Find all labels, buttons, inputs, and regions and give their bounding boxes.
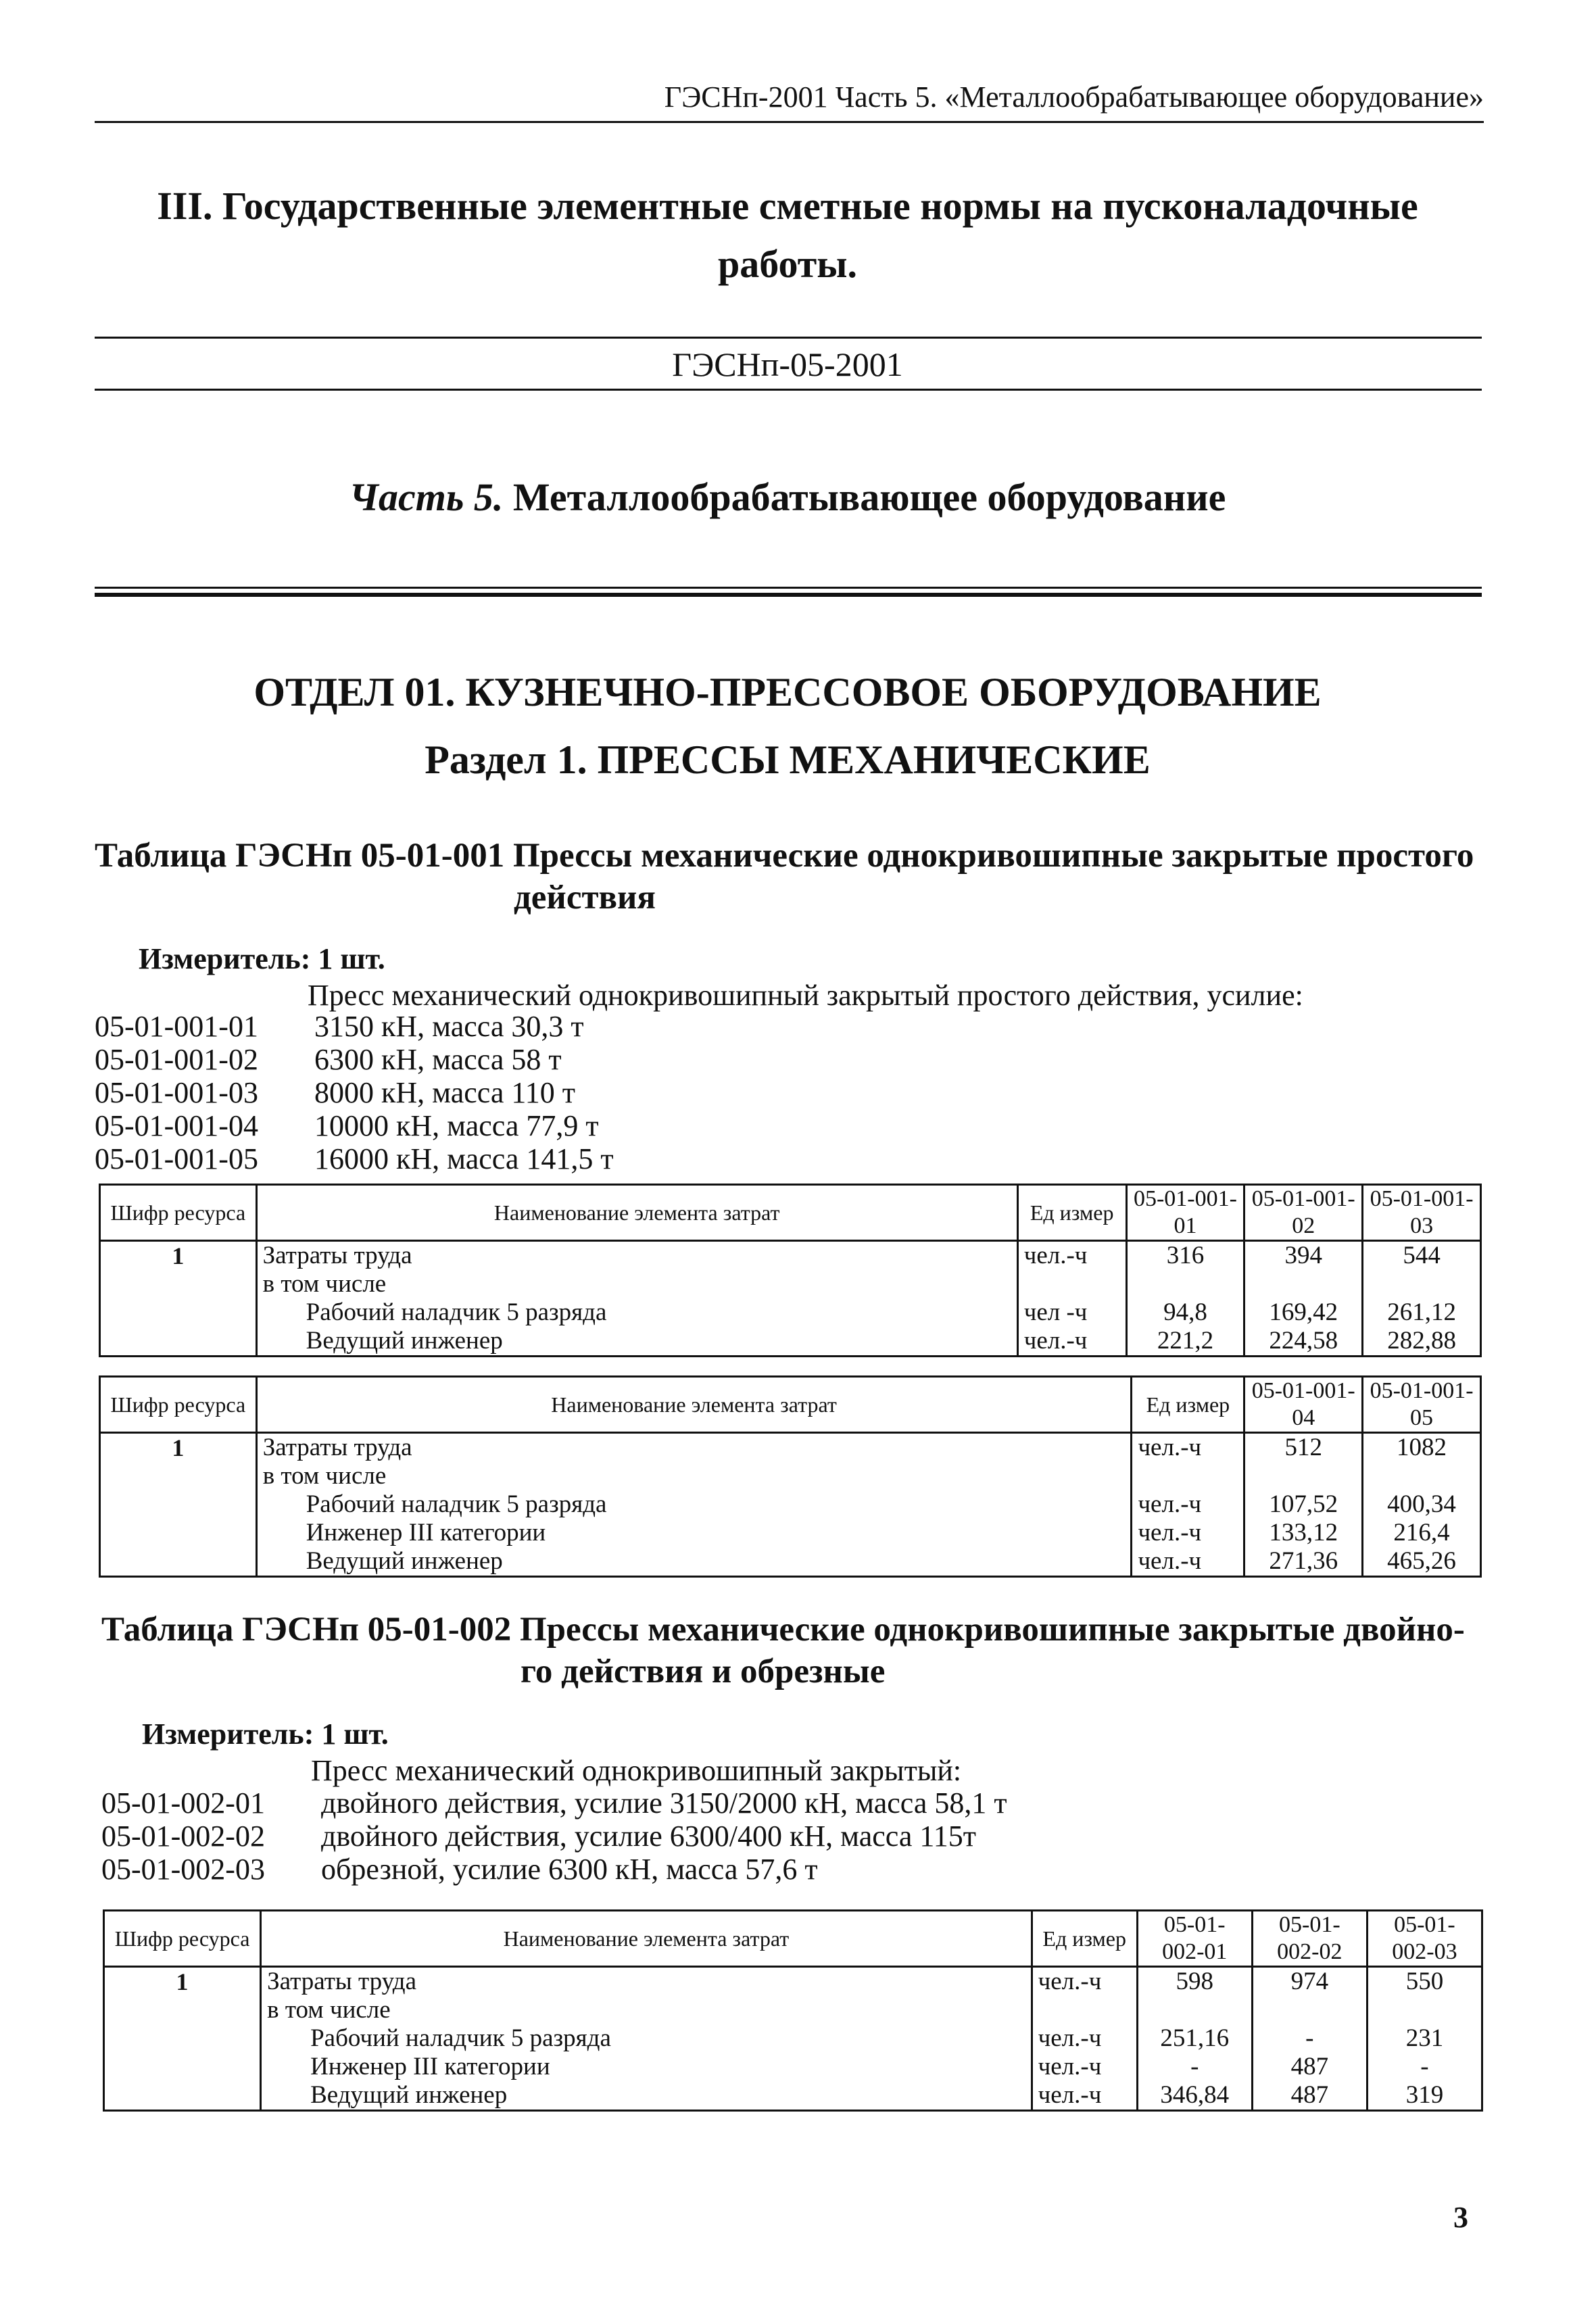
variant-code: 05-01-001-03 xyxy=(95,1076,258,1109)
value: 346,84 xyxy=(1160,2081,1230,2109)
variant-row xyxy=(101,1786,1007,1820)
value: 487 xyxy=(1290,2081,1329,2109)
value xyxy=(1374,1996,1476,2024)
variant-text: обрезной, усилие 6300 кН, масса 57,6 т xyxy=(321,1853,818,1886)
cost-element-names xyxy=(261,1967,1032,2111)
cost-unit xyxy=(1024,1270,1120,1298)
table-body-row xyxy=(100,1433,1481,1577)
value: 487 xyxy=(1290,2053,1329,2080)
table-body-row xyxy=(104,1967,1482,2111)
part-title-prefix: Часть 5. xyxy=(349,475,504,519)
value xyxy=(1251,1270,1356,1298)
variant-text: двойного действия, усилие 3150/2000 кН, масса 58,1 т xyxy=(321,1786,1007,1820)
table1-part-a xyxy=(99,1184,1482,1357)
table1-measure-value: 1 шт. xyxy=(318,942,385,975)
header-col: 05-01-001-03 xyxy=(1363,1185,1481,1241)
cost-unit: чел.-ч xyxy=(1138,1519,1202,1546)
resource-code: 1 xyxy=(104,1967,261,2111)
value: - xyxy=(1190,2053,1199,2080)
value: 394 xyxy=(1284,1242,1322,1269)
header-code: Шифр ресурса xyxy=(104,1911,261,1967)
variant-code: 05-01-001-01 xyxy=(95,1010,258,1043)
values-col xyxy=(1367,1967,1482,2111)
cost-unit: чел.-ч xyxy=(1038,2024,1102,2052)
cost-unit: чел.-ч xyxy=(1138,1490,1202,1518)
variant-text: 16000 кН, масса 141,5 т xyxy=(314,1142,614,1175)
cost-name: Ведущий инженер xyxy=(306,1547,503,1575)
table1-title xyxy=(95,835,1487,919)
table2-measure-value: 1 шт. xyxy=(321,1717,389,1751)
variant-code: 05-01-001-02 xyxy=(95,1043,258,1076)
cost-element-names xyxy=(256,1241,1017,1357)
table2-description: Пресс механический однокривошипный закрытый: xyxy=(311,1754,962,1787)
cost-name: Рабочий наладчик 5 разряда xyxy=(306,1490,607,1518)
value: 271,36 xyxy=(1269,1547,1338,1575)
cost-unit: чел.-ч xyxy=(1138,1547,1202,1575)
cost-name: Затраты труда xyxy=(262,1242,412,1269)
values-col xyxy=(1244,1241,1363,1357)
cost-name: в том числе xyxy=(262,1270,387,1298)
cost-name: Рабочий наладчик 5 разряда xyxy=(306,1298,607,1326)
cost-unit: чел.-ч xyxy=(1023,1327,1088,1355)
table1-part-b xyxy=(99,1375,1482,1578)
variant-row xyxy=(95,1109,614,1142)
value xyxy=(1251,1462,1356,1490)
variant-row xyxy=(95,1076,614,1109)
values-col xyxy=(1126,1241,1244,1357)
table1-description: Пресс механический однокривошипный закрытый простого действия, усилие: xyxy=(308,979,1303,1012)
cost-unit: чел.-ч xyxy=(1038,1968,1102,1995)
table1-variant-list xyxy=(95,1010,614,1175)
value: 400,34 xyxy=(1387,1490,1456,1518)
table-body-row xyxy=(100,1241,1481,1357)
rule-top xyxy=(95,337,1482,339)
variant-text: 3150 кН, масса 30,3 т xyxy=(314,1010,584,1043)
variant-row xyxy=(101,1820,1007,1853)
cost-name: Ведущий инженер xyxy=(310,2081,508,2109)
value: 221,2 xyxy=(1157,1327,1214,1355)
cost-units xyxy=(1017,1241,1126,1357)
header-name: Наименование элемента затрат xyxy=(256,1185,1017,1241)
cost-name: Ведущий инженер xyxy=(306,1327,503,1355)
table1-measure-label: Измеритель: xyxy=(139,942,311,975)
cost-name: Инженер III категории xyxy=(310,2053,550,2080)
cost-unit: чел -ч xyxy=(1023,1298,1088,1326)
header-col: 05-01-001-01 xyxy=(1126,1185,1244,1241)
header-col: 05-01-001-02 xyxy=(1244,1185,1363,1241)
table1-title-line-2: действия xyxy=(514,879,656,917)
variant-text: 6300 кН, масса 58 т xyxy=(314,1043,562,1076)
cost-name: Затраты труда xyxy=(262,1434,412,1461)
value: 512 xyxy=(1284,1434,1322,1461)
variant-code: 05-01-002-01 xyxy=(101,1786,265,1820)
values-col xyxy=(1244,1433,1363,1577)
table2-title-line-1: Таблица ГЭСНп 05-01-002 Прессы механические однокривошипные закрытые двойно- xyxy=(101,1611,1465,1649)
header-unit: Ед измер xyxy=(1132,1377,1244,1433)
value: 1082 xyxy=(1397,1434,1447,1461)
table-header-row xyxy=(100,1185,1481,1241)
table2-title xyxy=(101,1609,1494,1692)
value: 974 xyxy=(1290,1968,1329,1995)
value xyxy=(1133,1270,1238,1298)
variant-code: 05-01-002-02 xyxy=(101,1820,265,1853)
variant-row xyxy=(95,1043,614,1076)
value: 216,4 xyxy=(1393,1519,1450,1546)
header-col: 05-01-001-05 xyxy=(1363,1377,1481,1433)
cost-unit: чел.-ч xyxy=(1038,2081,1102,2109)
section-title xyxy=(95,177,1480,293)
cost-name: Инженер III категории xyxy=(306,1519,546,1546)
value: - xyxy=(1305,2024,1314,2052)
variant-row xyxy=(101,1853,1007,1886)
resource-code: 1 xyxy=(100,1241,257,1357)
header-name: Наименование элемента затрат xyxy=(256,1377,1132,1433)
value: 231 xyxy=(1405,2024,1444,2052)
cost-unit: чел.-ч xyxy=(1138,1434,1202,1461)
value: 550 xyxy=(1405,1968,1444,1995)
subsection-title: Раздел 1. ПРЕССЫ МЕХАНИЧЕСКИЕ xyxy=(425,737,1151,782)
header-col: 05-01-002-01 xyxy=(1137,1911,1252,1967)
values-col xyxy=(1363,1241,1481,1357)
variant-text: 8000 кН, масса 110 т xyxy=(314,1076,575,1109)
value: 133,12 xyxy=(1269,1519,1338,1546)
header-col: 05-01-002-03 xyxy=(1367,1911,1482,1967)
table-header-row xyxy=(104,1911,1482,1967)
header-code: Шифр ресурса xyxy=(100,1377,257,1433)
cost-name: в том числе xyxy=(267,1996,391,2024)
table2-measure-label: Измеритель: xyxy=(142,1717,314,1751)
table2-title-line-2: го действия и обрезные xyxy=(521,1653,886,1690)
value: 261,12 xyxy=(1387,1298,1456,1326)
section-title-line-2: работы. xyxy=(717,242,857,286)
cost-element-names xyxy=(256,1433,1132,1577)
section-title-line-1: III. Государственные элементные сметные нормы на пусконаладочные xyxy=(157,184,1418,228)
table1-title-line-1: Таблица ГЭСНп 05-01-001 Прессы механические однокривошипные закрытые простого xyxy=(95,837,1474,875)
rule-bottom xyxy=(95,389,1482,391)
value: 544 xyxy=(1403,1242,1441,1269)
value: 319 xyxy=(1405,2081,1444,2109)
values-col xyxy=(1137,1967,1252,2111)
value: 598 xyxy=(1176,1968,1213,1995)
value: 251,16 xyxy=(1160,2024,1230,2052)
table1-measure xyxy=(139,942,385,976)
header-unit: Ед измер xyxy=(1017,1185,1126,1241)
cost-unit: чел.-ч xyxy=(1023,1242,1088,1269)
values-col xyxy=(1252,1967,1367,2111)
part-title-text: Металлообрабатывающее оборудование xyxy=(512,475,1226,519)
document-code: ГЭСНп-05-2001 xyxy=(672,345,903,383)
cost-name: Рабочий наладчик 5 разряда xyxy=(310,2024,611,2052)
variant-text: 10000 кН, масса 77,9 т xyxy=(314,1109,599,1142)
resource-code: 1 xyxy=(100,1433,257,1577)
header-name: Наименование элемента затрат xyxy=(261,1911,1032,1967)
values-col xyxy=(1363,1433,1481,1577)
cost-name: Затраты труда xyxy=(267,1968,417,1995)
variant-code: 05-01-002-03 xyxy=(101,1853,265,1886)
table2-part-a xyxy=(103,1909,1483,2112)
cost-name: в том числе xyxy=(262,1462,387,1490)
variant-code: 05-01-001-04 xyxy=(95,1109,258,1142)
table-header-row xyxy=(100,1377,1481,1433)
value: 282,88 xyxy=(1387,1327,1456,1355)
running-head: ГЭСНп-2001 Часть 5. «Металлообрабатывающее оборудование» xyxy=(95,80,1484,123)
header-col: 05-01-001-04 xyxy=(1244,1377,1363,1433)
value: 94,8 xyxy=(1163,1298,1207,1326)
variant-row xyxy=(95,1142,614,1175)
value: 169,42 xyxy=(1269,1298,1338,1326)
value: 316 xyxy=(1166,1242,1205,1269)
variant-row xyxy=(95,1010,614,1043)
header-code: Шифр ресурса xyxy=(100,1185,257,1241)
value: 224,58 xyxy=(1269,1327,1338,1355)
value xyxy=(1144,1996,1246,2024)
value xyxy=(1259,1996,1361,2024)
value: 107,52 xyxy=(1269,1490,1338,1518)
page-number: 3 xyxy=(1453,2201,1468,2234)
cost-units xyxy=(1032,1967,1137,2111)
variant-code: 05-01-001-05 xyxy=(95,1142,258,1175)
value: 465,26 xyxy=(1387,1547,1456,1575)
double-rule-bottom xyxy=(95,593,1482,597)
part-title xyxy=(95,474,1480,520)
value xyxy=(1369,1462,1474,1490)
value xyxy=(1369,1270,1474,1298)
header-col: 05-01-002-02 xyxy=(1252,1911,1367,1967)
table2-measure xyxy=(142,1717,389,1751)
value: - xyxy=(1420,2053,1429,2080)
header-unit: Ед измер xyxy=(1032,1911,1137,1967)
cost-unit: чел.-ч xyxy=(1038,2053,1102,2080)
cost-unit xyxy=(1138,1462,1238,1490)
table2-variant-list xyxy=(101,1786,1007,1886)
department-title: ОТДЕЛ 01. КУЗНЕЧНО-ПРЕССОВОЕ ОБОРУДОВАНИЕ xyxy=(253,670,1322,714)
variant-text: двойного действия, усилие 6300/400 кН, масса 115т xyxy=(321,1820,976,1853)
cost-units xyxy=(1132,1433,1244,1577)
double-rule-top xyxy=(95,587,1482,589)
cost-unit xyxy=(1038,1996,1131,2024)
